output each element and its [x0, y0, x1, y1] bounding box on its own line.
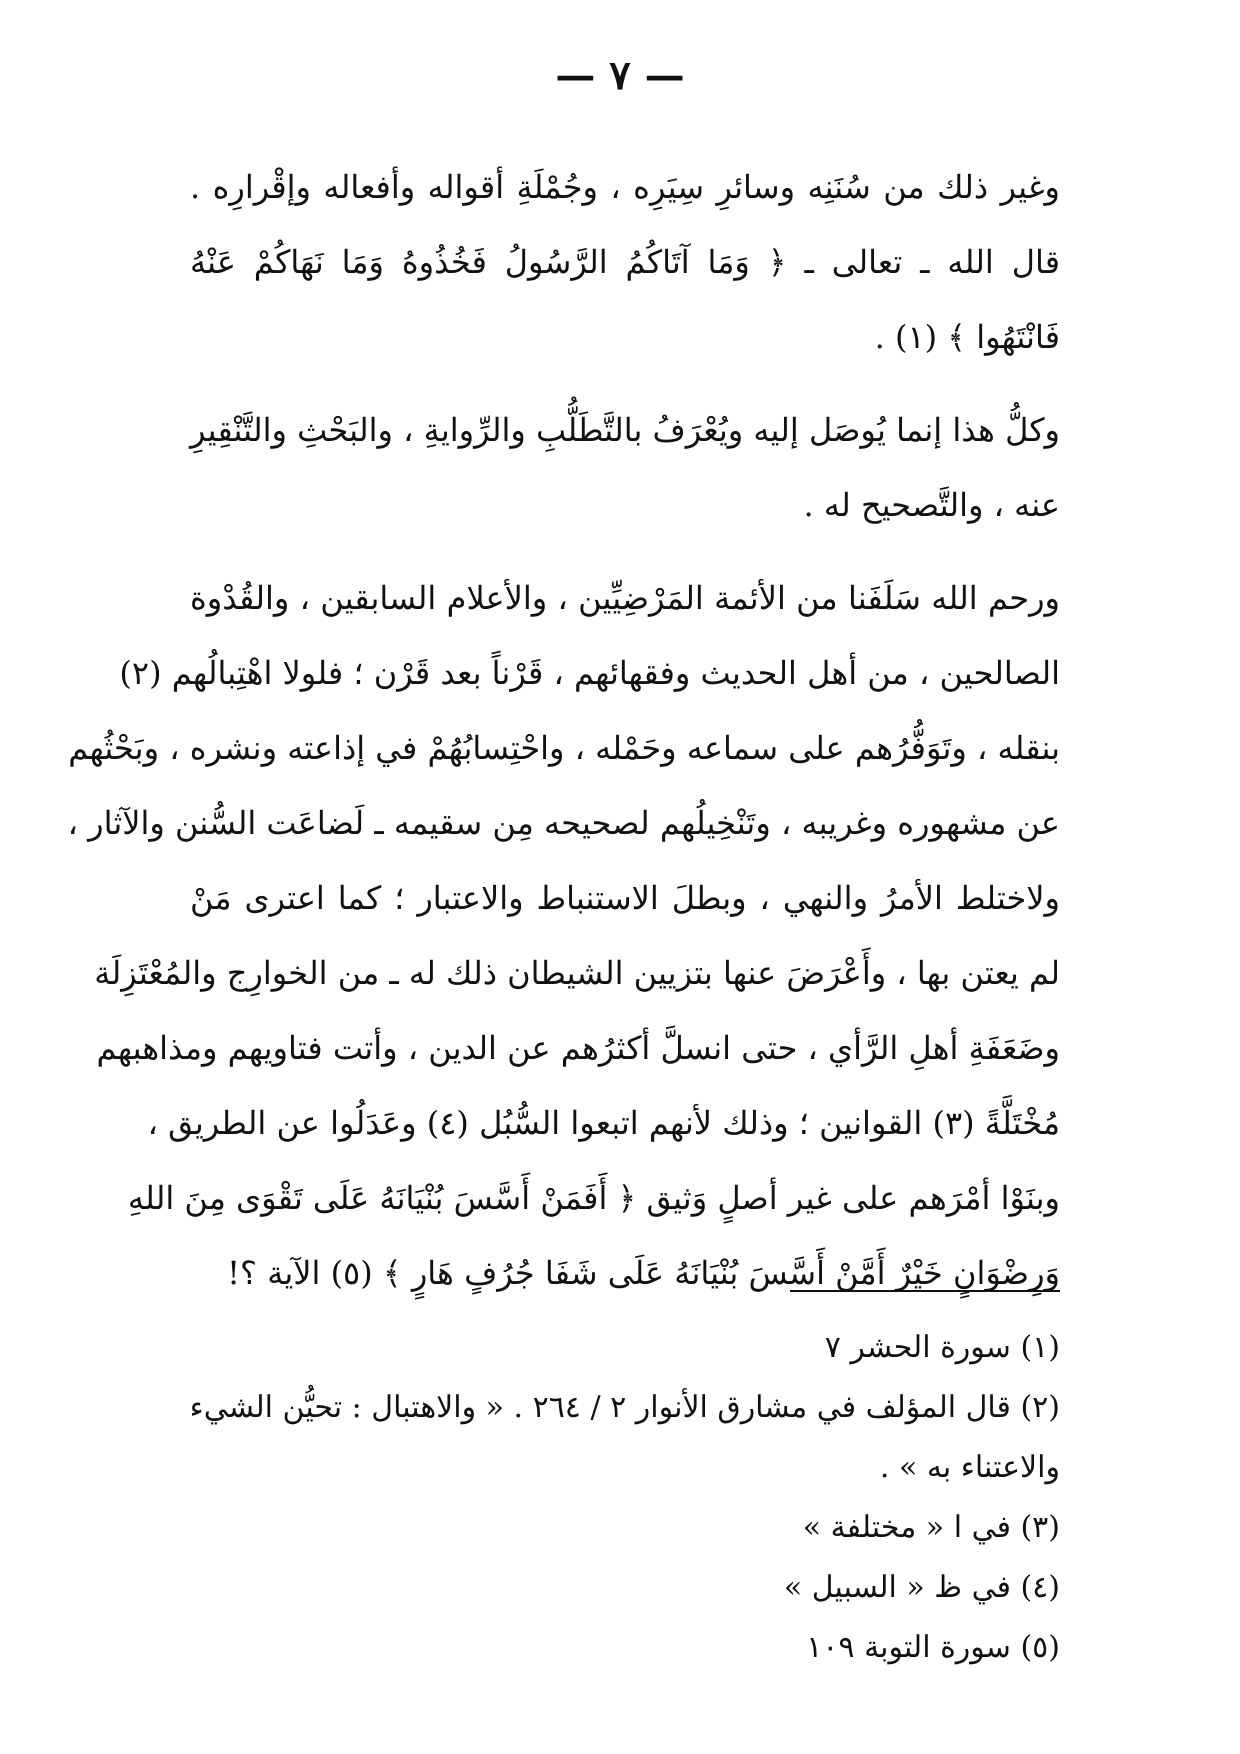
footnote: (٤) في ظ « السبيل » [783, 1570, 1060, 1605]
text-line: وبنَوْا أمْرَهم على غير أصلٍ وَثيق ﴿ أَفَمَنْ أَسَّسَ بُنْيَانَهُ عَلَى تَقْوَى مِنَ اللهِ [127, 1179, 1060, 1217]
footnotes [190, 1318, 1060, 1678]
text-line: وكلُّ هذا إنما يُوصَل إليه ويُعْرَفُ بالتَّطَلُّبِ والرِّوايةِ ، والبَحْثِ والتَّنْقِيرِ [190, 411, 1061, 449]
text-line: وَرِضْوَانٍ خَيْرٌ أَمَّنْ أَسَّسَ بُنْيَانَهُ عَلَى شَفَا جُرُفٍ هَارٍ ﴾ (٥) الآية ؟! [227, 1254, 1060, 1292]
footnote: (١) سورة الحشر ٧ [824, 1330, 1060, 1365]
main-text [67, 150, 1061, 1311]
text-line: وضَعَفَةِ أهلِ الرَّأي ، حتى انسلَّ أكثرُهم عن الدين ، وأتت فتاويهم ومذاهبهم [96, 1029, 1060, 1067]
text-line: الصالحين ، من أهل الحديث وفقهائهم ، قَرْناً بعد قَرْن ؛ فلولا اهْتِبالُهم (٢) [119, 654, 1060, 692]
footnote-continuation: والاعتناء به » . [879, 1450, 1060, 1485]
text-line: فَانْتَهُوا ﴾ (١) . [874, 318, 1060, 356]
footnote: (٣) في ا « مختلفة » [802, 1510, 1060, 1545]
text-line: عنه ، والتَّصحيح له . [803, 486, 1060, 524]
footnote-divider [790, 1290, 1060, 1292]
text-line: قال الله ـ تعالى ـ ﴿ وَمَا آتَاكُمُ الرَّسُولُ فَخُذُوهُ وَمَا نَهَاكُمْ عَنْهُ [190, 243, 1060, 281]
page-number: — ٧ — [555, 52, 685, 99]
text-line: ولاختلط الأمرُ والنهي ، وبطلَ الاستنباط والاعتبار ؛ كما اعترى مَنْ [190, 879, 1060, 917]
paragraph [190, 393, 1060, 543]
paragraph [67, 561, 1060, 1311]
footnote: (٢) قال المؤلف في مشارق الأنوار ٢ / ٢٦٤ . « والاهتبال : تحيُّن الشيء [189, 1390, 1060, 1425]
paragraph [190, 150, 1060, 375]
text-line: مُخْتَلَّةً (٣) القوانين ؛ وذلك لأنهم اتبعوا السُّبُل (٤) وعَدَلُوا عن الطريق ، [147, 1104, 1060, 1142]
text-line: وغير ذلك من سُنَنِه وسائرِ سِيَرِه ، وجُمْلَةِ أقواله وأفعاله وإقْرارِه . [190, 168, 1060, 206]
text-line: ورحم الله سَلَفَنا من الأئمة المَرْضِيِّين ، والأعلام السابقين ، والقُدْوة [190, 579, 1060, 617]
text-line: بنقله ، وتَوَفُّرُهم على سماعه وحَمْله ، واحْتِسابُهُمْ في إذاعته ونشره ، وبَحْثُهم [68, 729, 1060, 767]
footnote: (٥) سورة التوبة ١٠٩ [806, 1630, 1060, 1665]
text-line: عن مشهوره وغريبه ، وتَنْخِيلُهم لصحيحه مِن سقيمه ـ لَضاعَت السُّنن والآثار ، [67, 804, 1060, 842]
text-line: لم يعتن بها ، وأَعْرَضَ عنها بتزيين الشيطان ذلك له ـ من الخوارِج والمُعْتَزِلَة [94, 954, 1060, 992]
